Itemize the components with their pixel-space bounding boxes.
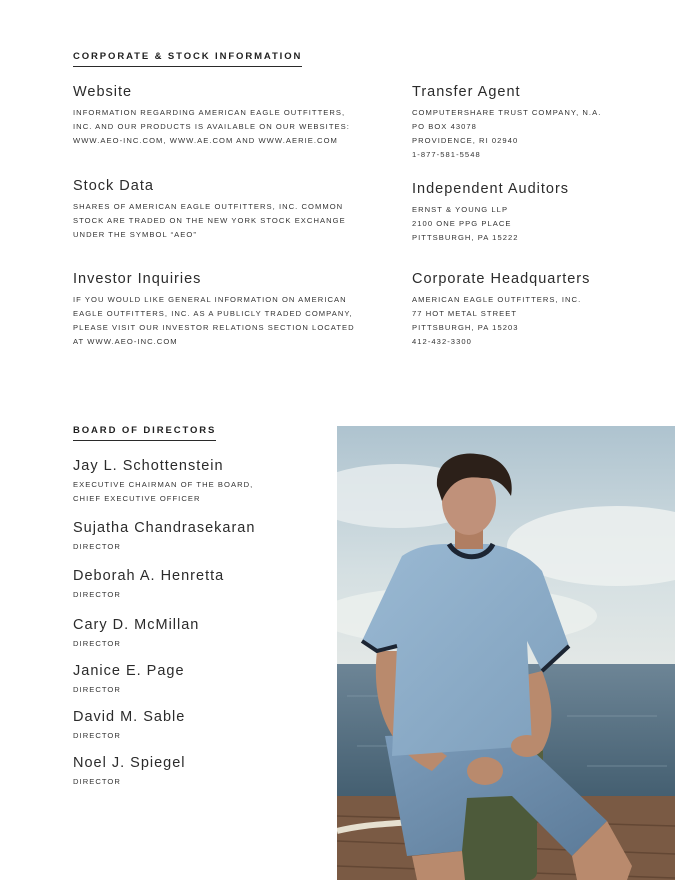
transfer-agent-block bbox=[412, 84, 601, 162]
website-line: WWW.AEO-INC.COM, WWW.AE.COM AND WWW.AERIE.COM bbox=[73, 136, 338, 145]
headquarters-line: 77 HOT METAL STREET bbox=[412, 309, 518, 318]
website-block bbox=[73, 84, 350, 148]
stock-data-block bbox=[73, 178, 346, 242]
director-name: Noel J. Spiegel bbox=[73, 755, 186, 771]
website-title: Website bbox=[73, 84, 133, 100]
stock-data-line: UNDER THE SYMBOL “AEO” bbox=[73, 230, 197, 239]
stock-data-line: STOCK ARE TRADED ON THE NEW YORK STOCK EXCHANGE bbox=[73, 216, 346, 225]
director-entry bbox=[73, 709, 185, 743]
auditors-block bbox=[412, 181, 569, 245]
director-role: DIRECTOR bbox=[73, 777, 121, 786]
investor-line: IF YOU WOULD LIKE GENERAL INFORMATION ON AMERICAN bbox=[73, 295, 347, 304]
board-section-heading: BOARD OF DIRECTORS bbox=[73, 425, 216, 441]
auditors-title: Independent Auditors bbox=[412, 181, 570, 197]
transfer-agent-line: COMPUTERSHARE TRUST COMPANY, N.A. bbox=[412, 108, 602, 117]
headquarters-line: AMERICAN EAGLE OUTFITTERS, INC. bbox=[412, 295, 582, 304]
investor-line: PLEASE VISIT OUR INVESTOR RELATIONS SECTION LOCATED bbox=[73, 323, 355, 332]
director-name: Janice E. Page bbox=[73, 663, 185, 679]
investor-title: Investor Inquiries bbox=[73, 271, 202, 287]
director-name: Cary D. McMillan bbox=[73, 617, 200, 633]
director-entry bbox=[73, 755, 186, 789]
director-role: EXECUTIVE CHAIRMAN OF THE BOARD, bbox=[73, 480, 254, 489]
director-entry bbox=[73, 617, 199, 651]
investor-line: AT WWW.AEO-INC.COM bbox=[73, 337, 178, 346]
stock-data-line: SHARES OF AMERICAN EAGLE OUTFITTERS, INC. COMMON bbox=[73, 202, 344, 211]
director-entry bbox=[73, 568, 224, 602]
director-role: DIRECTOR bbox=[73, 685, 121, 694]
website-line: INFORMATION REGARDING AMERICAN EAGLE OUTFITTERS, bbox=[73, 108, 346, 117]
director-entry bbox=[73, 520, 255, 554]
auditors-line: 2100 ONE PPG PLACE bbox=[412, 219, 512, 228]
stock-data-title: Stock Data bbox=[73, 178, 154, 194]
director-role: DIRECTOR bbox=[73, 639, 121, 648]
hand bbox=[511, 735, 543, 757]
leg bbox=[412, 851, 465, 880]
director-role: DIRECTOR bbox=[73, 731, 121, 740]
director-role: DIRECTOR bbox=[73, 542, 121, 551]
director-role: CHIEF EXECUTIVE OFFICER bbox=[73, 494, 201, 503]
director-entry bbox=[73, 458, 253, 506]
headquarters-block bbox=[412, 271, 590, 349]
headquarters-line: 412-432-3300 bbox=[412, 337, 472, 346]
model-photo bbox=[337, 426, 675, 880]
website-line: INC. AND OUR PRODUCTS IS AVAILABLE ON OUR WEBSITES: bbox=[73, 122, 350, 131]
auditors-line: ERNST & YOUNG LLP bbox=[412, 205, 509, 214]
director-name: David M. Sable bbox=[73, 709, 186, 725]
transfer-agent-line: PO BOX 43078 bbox=[412, 122, 477, 131]
hand bbox=[467, 757, 503, 785]
corporate-section-heading: CORPORATE & STOCK INFORMATION bbox=[73, 51, 302, 67]
investor-block bbox=[73, 271, 355, 349]
director-name: Sujatha Chandrasekaran bbox=[73, 520, 256, 536]
auditors-line: PITTSBURGH, PA 15222 bbox=[412, 233, 519, 242]
director-name: Jay L. Schottenstein bbox=[73, 458, 224, 474]
director-name: Deborah A. Henretta bbox=[73, 568, 225, 584]
transfer-agent-line: PROVIDENCE, RI 02940 bbox=[412, 136, 519, 145]
director-entry bbox=[73, 663, 185, 697]
headquarters-line: PITTSBURGH, PA 15203 bbox=[412, 323, 519, 332]
investor-line: EAGLE OUTFITTERS, INC. AS A PUBLICLY TRADED COMPANY, bbox=[73, 309, 353, 318]
headquarters-title: Corporate Headquarters bbox=[412, 271, 591, 287]
transfer-agent-line: 1-877-581-5548 bbox=[412, 150, 481, 159]
transfer-agent-title: Transfer Agent bbox=[412, 84, 521, 100]
director-role: DIRECTOR bbox=[73, 590, 121, 599]
